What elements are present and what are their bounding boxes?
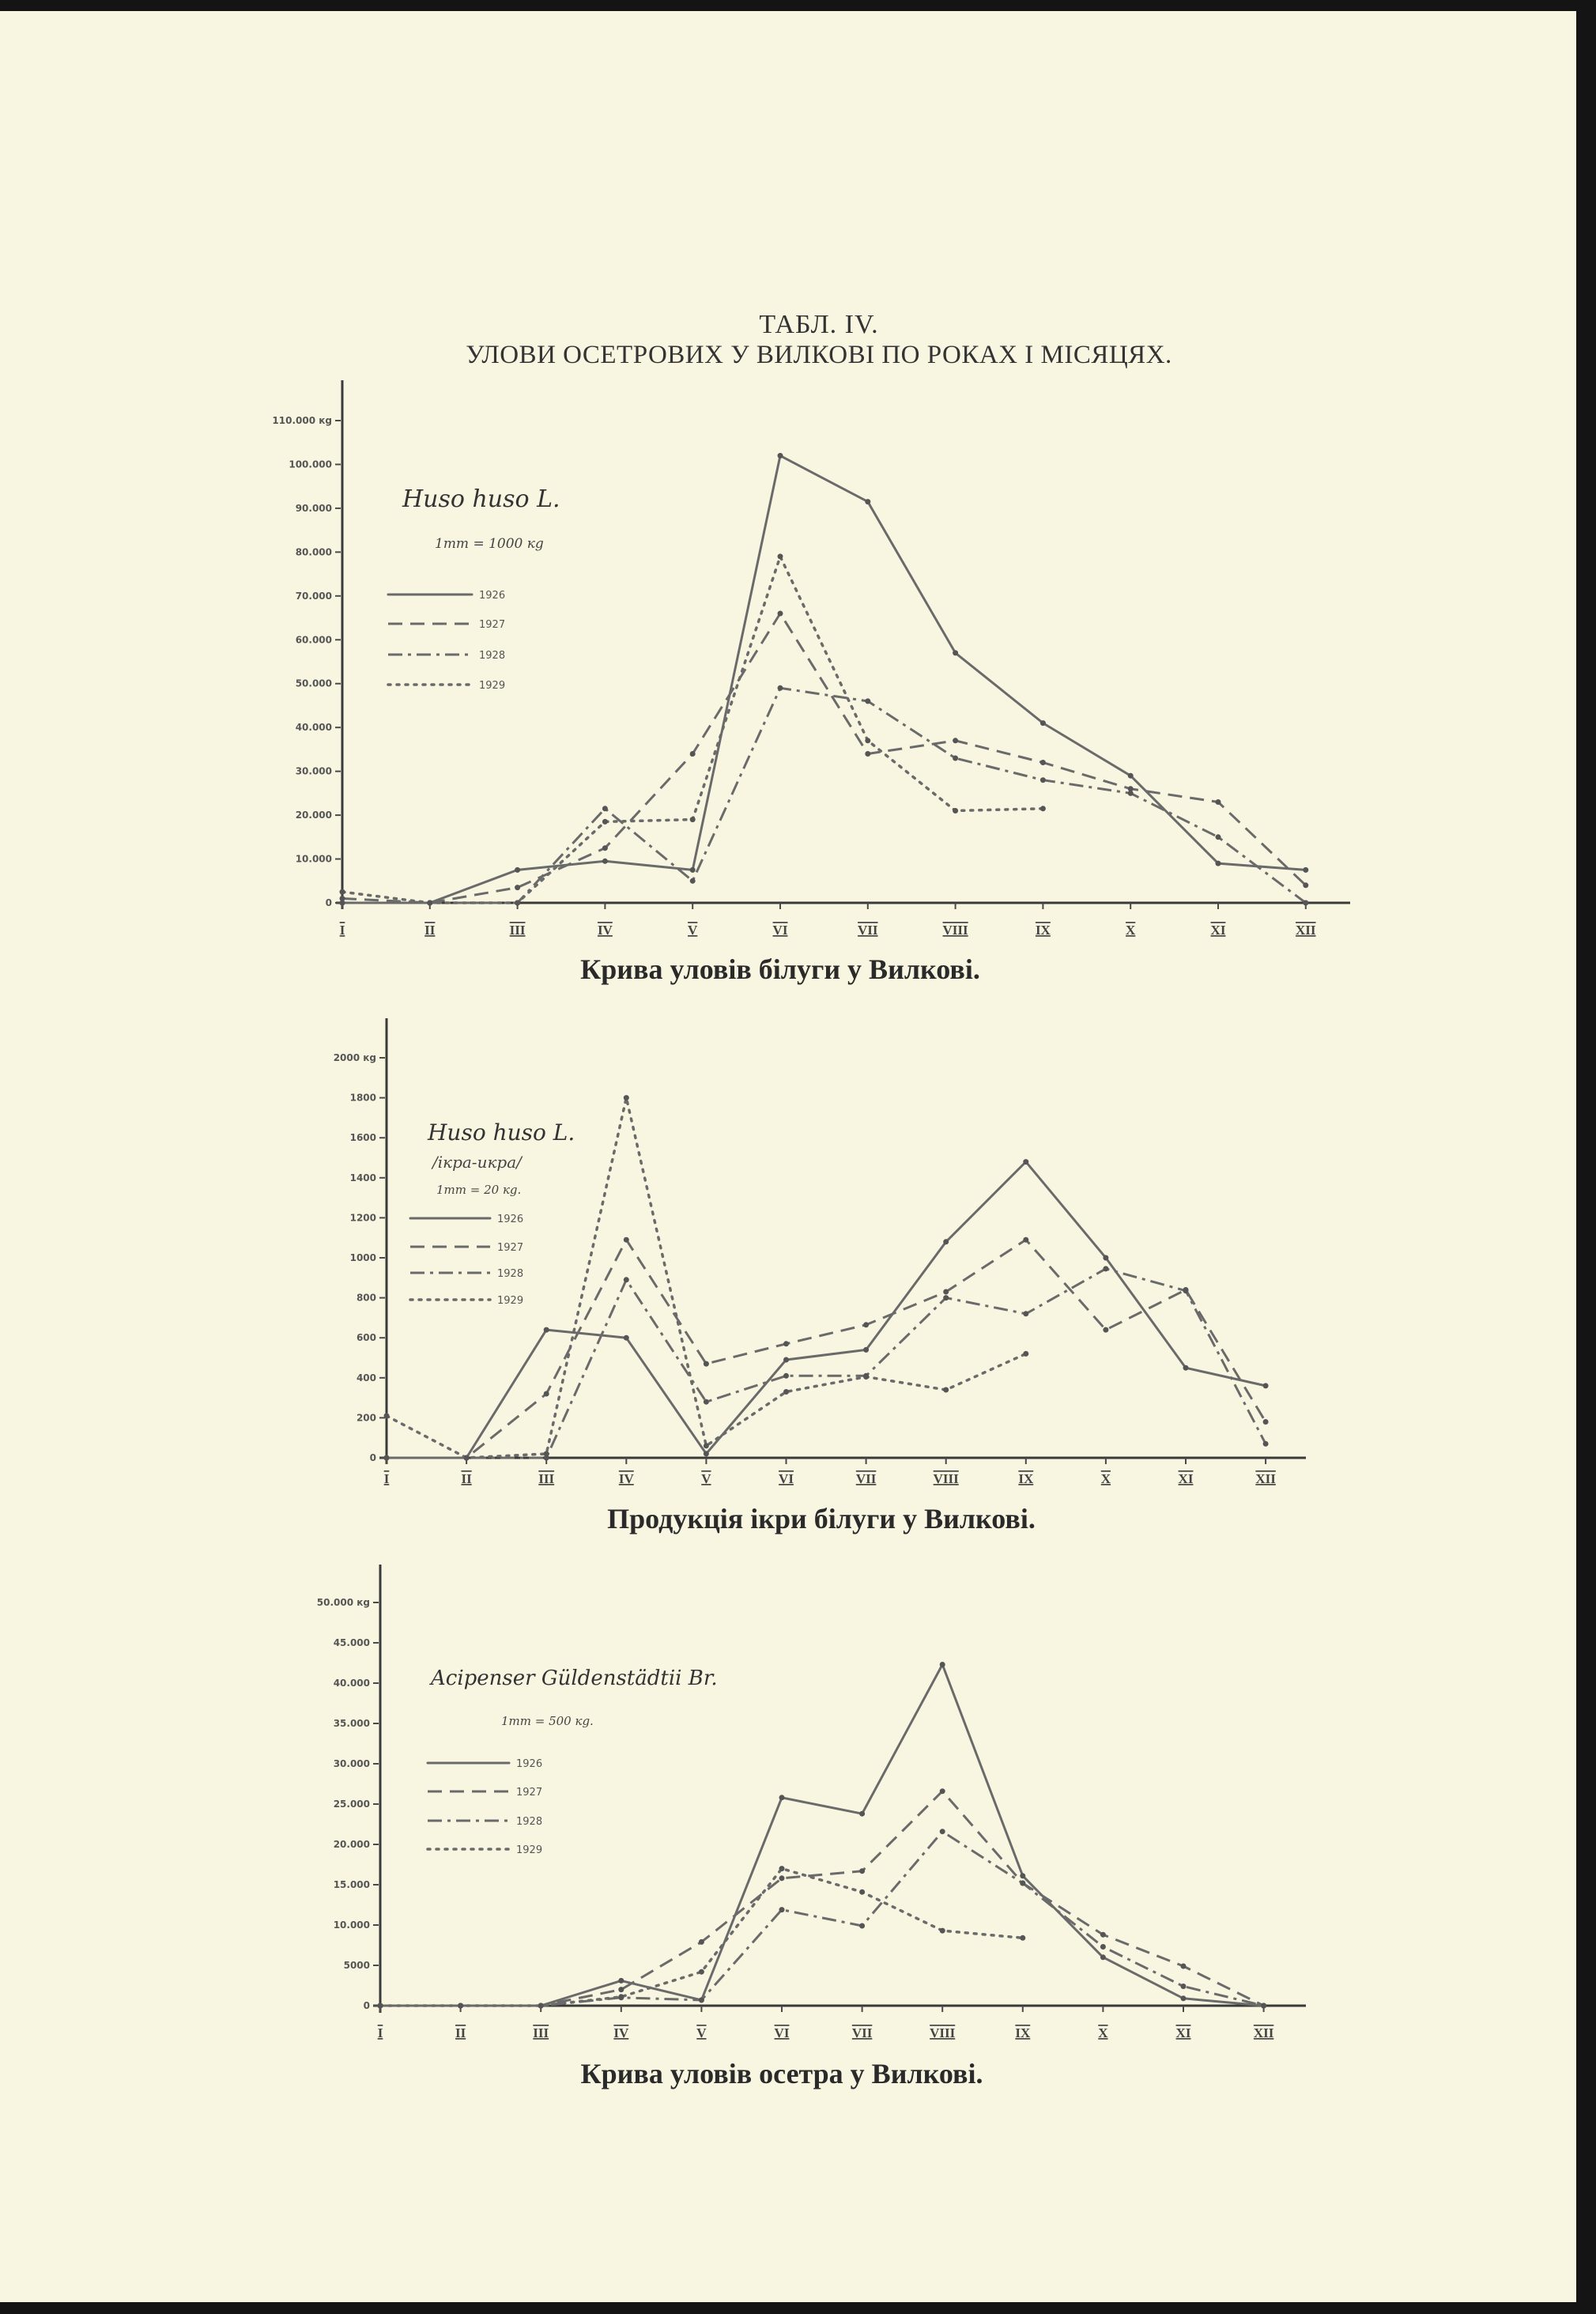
data-point-1926-IV xyxy=(602,859,608,864)
data-point-1927-VIII xyxy=(953,738,958,743)
y-tick-label: 1200 xyxy=(349,1212,376,1224)
data-point-1927-VII xyxy=(863,1322,869,1327)
data-point-1926-VII xyxy=(865,499,870,504)
data-point-1927-X xyxy=(1100,1932,1106,1938)
y-tick-label: 30.000 xyxy=(295,765,332,777)
y-tick-label: 0 xyxy=(369,1452,376,1463)
y-tick-label: 1400 xyxy=(349,1172,376,1183)
x-tick-label: VII xyxy=(851,2025,873,2040)
table-label: ТАБЛ. IV. xyxy=(759,310,879,339)
data-point-1928-X xyxy=(1100,1944,1106,1950)
data-point-1928-XI xyxy=(1216,834,1221,840)
data-point-1928-X xyxy=(1128,791,1134,796)
data-point-1929-V xyxy=(704,1443,709,1448)
data-point-1926-IX xyxy=(1020,1873,1025,1878)
x-tick-label: IX xyxy=(1035,923,1051,938)
scan-edge-top xyxy=(0,0,1596,11)
data-point-1927-IX xyxy=(1040,760,1046,765)
data-point-1929-VII xyxy=(863,1374,869,1380)
data-point-1929-V xyxy=(699,1969,704,1975)
data-point-1927-X xyxy=(1103,1327,1108,1333)
legend-species: Huso huso L. xyxy=(402,485,560,513)
data-point-1926-X xyxy=(1128,773,1134,779)
plot-area xyxy=(334,1018,1306,1486)
series-line-1928 xyxy=(342,688,1306,903)
x-tick-label: IX xyxy=(1018,1471,1034,1486)
data-point-1926-VI xyxy=(778,453,783,459)
y-tick-label: 10.000 xyxy=(295,853,332,865)
series-line-1929 xyxy=(342,557,1043,903)
data-point-1927-III xyxy=(515,885,520,890)
data-point-1928-V xyxy=(704,1399,709,1405)
data-point-1928-VI xyxy=(778,685,783,691)
data-point-1928-XI xyxy=(1181,1984,1187,1989)
data-point-1927-V xyxy=(704,1361,709,1367)
legend-scale: 1mm = 500 кg. xyxy=(501,1714,594,1728)
data-point-1928-XII xyxy=(1303,900,1308,906)
data-point-1928-IX xyxy=(1040,777,1046,783)
legend-label-1928: 1928 xyxy=(516,1816,543,1828)
data-point-1926-VIII xyxy=(953,650,958,655)
x-tick-label: X xyxy=(1098,2025,1108,2040)
legend-label-1927: 1927 xyxy=(479,619,506,631)
data-point-1926-VIII xyxy=(940,1662,945,1667)
data-point-1927-V xyxy=(699,1939,704,1945)
y-tick-label: 100.000 xyxy=(289,459,332,470)
legend-label-1926: 1926 xyxy=(516,1758,543,1770)
data-point-1928-I xyxy=(340,900,345,906)
data-point-1929-VII xyxy=(865,738,870,743)
data-point-1926-X xyxy=(1103,1255,1108,1261)
data-point-1928-VI xyxy=(779,1907,785,1912)
x-tick-label: VII xyxy=(858,923,878,938)
y-tick-label: 5000 xyxy=(343,1960,370,1971)
data-point-1928-IV xyxy=(624,1277,629,1282)
data-point-1929-VIII xyxy=(953,808,958,813)
x-tick-label: VI xyxy=(779,1471,794,1486)
y-tick-label: 45.000 xyxy=(333,1637,370,1648)
data-point-1926-III xyxy=(544,1327,549,1333)
data-point-1926-XII xyxy=(1263,1383,1269,1388)
data-point-1928-VI xyxy=(783,1373,789,1379)
legend xyxy=(388,485,560,692)
y-tick-label: 110.000 кg xyxy=(272,415,332,426)
x-tick-label: IX xyxy=(1015,2025,1031,2040)
data-point-1929-III xyxy=(515,900,520,906)
x-tick-label: XII xyxy=(1255,1471,1276,1486)
y-tick-label: 60.000 xyxy=(295,634,332,646)
legend-scale: 1mm = 20 кg. xyxy=(436,1183,522,1197)
y-tick-label: 400 xyxy=(356,1372,376,1383)
chart-caption-beluga-caviar: Продукція ікри білуги у Вилкові. xyxy=(607,1503,1036,1534)
data-point-1929-II xyxy=(458,2003,463,2009)
legend-label-1929: 1929 xyxy=(479,680,506,692)
x-tick-label: V xyxy=(701,1471,711,1486)
data-point-1926-IV xyxy=(618,1978,624,1984)
data-point-1926-VI xyxy=(783,1357,789,1363)
data-point-1926-VII xyxy=(859,1811,865,1817)
data-point-1926-V xyxy=(704,1451,709,1456)
legend-species: Acipenser Güldenstädtii Br. xyxy=(431,1667,718,1690)
data-point-1929-VII xyxy=(859,1889,865,1895)
data-point-1926-XI xyxy=(1216,861,1221,866)
data-point-1926-III xyxy=(515,867,520,873)
data-point-1929-I xyxy=(384,1413,390,1418)
y-tick-label: 0 xyxy=(325,897,332,908)
data-point-1929-III xyxy=(538,2003,544,2009)
legend-label-1929: 1929 xyxy=(516,1844,543,1856)
x-tick-label: XII xyxy=(1253,2025,1274,2040)
series-line-1929 xyxy=(380,1869,1023,2006)
plot-area xyxy=(317,1565,1306,2040)
data-point-1927-IX xyxy=(1023,1237,1028,1243)
data-point-1928-VIII xyxy=(953,756,958,761)
y-tick-label: 2000 кg xyxy=(333,1052,376,1063)
x-tick-label: VIII xyxy=(930,2025,956,2040)
data-point-1929-IV xyxy=(624,1095,629,1100)
plot-area xyxy=(272,380,1350,938)
data-point-1926-X xyxy=(1100,1954,1106,1960)
data-point-1929-I xyxy=(378,2003,383,2009)
data-point-1929-VI xyxy=(778,553,783,559)
data-point-1928-I xyxy=(384,1455,390,1461)
data-point-1928-VIII xyxy=(940,1829,945,1834)
chart-beluga-catch xyxy=(0,364,1596,949)
data-point-1926-VIII xyxy=(943,1239,949,1244)
data-point-1929-VIII xyxy=(940,1928,945,1934)
x-tick-label: II xyxy=(461,1471,472,1486)
data-point-1929-V xyxy=(690,817,696,822)
y-tick-label: 80.000 xyxy=(295,546,332,558)
data-point-1926-VI xyxy=(779,1795,785,1800)
data-point-1929-VIII xyxy=(943,1387,949,1393)
legend xyxy=(428,1667,718,1856)
y-tick-label: 1800 xyxy=(349,1092,376,1104)
data-point-1928-XI xyxy=(1183,1288,1189,1293)
legend-label-1926: 1926 xyxy=(479,590,506,602)
data-point-1928-XII xyxy=(1263,1441,1269,1447)
data-point-1926-IV xyxy=(624,1335,629,1341)
data-point-1929-VI xyxy=(779,1866,785,1871)
data-point-1929-VI xyxy=(783,1389,789,1395)
x-tick-label: XI xyxy=(1210,923,1226,938)
x-tick-label: VIII xyxy=(933,1471,959,1486)
data-point-1928-VIII xyxy=(943,1295,949,1300)
data-point-1929-I xyxy=(340,889,345,895)
x-tick-label: III xyxy=(538,1471,555,1486)
x-tick-label: VIII xyxy=(942,923,968,938)
data-point-1929-IX xyxy=(1020,1935,1025,1941)
x-tick-label: I xyxy=(339,923,345,938)
legend-label-1927: 1927 xyxy=(497,1242,524,1254)
y-tick-label: 30.000 xyxy=(333,1758,370,1769)
legend-label-1927: 1927 xyxy=(516,1787,543,1799)
data-point-1928-X xyxy=(1103,1266,1108,1271)
y-tick-label: 70.000 xyxy=(295,590,332,602)
data-point-1926-IX xyxy=(1023,1159,1028,1165)
data-point-1929-IX xyxy=(1023,1351,1028,1357)
y-tick-label: 50.000 xyxy=(295,678,332,689)
x-tick-label: I xyxy=(383,1471,390,1486)
series-line-1927 xyxy=(380,1791,1264,2006)
y-tick-label: 1600 xyxy=(349,1132,376,1144)
y-tick-label: 800 xyxy=(356,1292,376,1304)
data-point-1928-VII xyxy=(865,698,870,704)
data-point-1926-XI xyxy=(1181,1995,1187,2001)
y-tick-label: 25.000 xyxy=(333,1799,370,1810)
y-tick-label: 200 xyxy=(356,1412,376,1424)
x-tick-label: II xyxy=(455,2025,466,2040)
data-point-1926-XII xyxy=(1303,867,1308,873)
x-tick-label: VI xyxy=(774,2025,790,2040)
data-point-1928-IV xyxy=(602,806,608,811)
legend-label-1928: 1928 xyxy=(497,1268,524,1280)
x-tick-label: IV xyxy=(613,2025,629,2040)
data-point-1927-IV xyxy=(624,1237,629,1243)
data-point-1928-IX xyxy=(1020,1881,1025,1886)
y-tick-label: 15.000 xyxy=(333,1879,370,1890)
data-point-1927-XII xyxy=(1303,882,1308,888)
x-tick-label: III xyxy=(509,923,526,938)
chart-sturgeon-catch xyxy=(0,1550,1596,2055)
data-point-1929-III xyxy=(544,1451,549,1456)
data-point-1927-VI xyxy=(779,1875,785,1881)
scan-edge-bottom xyxy=(0,2302,1596,2314)
data-point-1927-XI xyxy=(1181,1964,1187,1969)
data-point-1927-V xyxy=(690,751,696,757)
data-point-1927-XII xyxy=(1263,1419,1269,1425)
x-tick-label: V xyxy=(688,923,698,938)
chart-beluga-caviar xyxy=(0,1004,1596,1494)
legend-label-1926: 1926 xyxy=(497,1214,524,1225)
data-point-1928-V xyxy=(690,878,696,884)
data-point-1929-IV xyxy=(618,1994,624,1999)
data-point-1927-IV xyxy=(602,845,608,851)
legend-scale: 1mm = 1000 кg xyxy=(435,536,544,552)
x-tick-label: VII xyxy=(855,1471,877,1486)
data-point-1926-XI xyxy=(1183,1365,1189,1371)
data-point-1928-V xyxy=(699,1997,704,2003)
data-point-1929-IX xyxy=(1040,806,1046,811)
x-tick-label: IV xyxy=(597,923,613,938)
x-tick-label: XII xyxy=(1296,923,1316,938)
data-point-1927-III xyxy=(544,1391,549,1397)
data-point-1926-IX xyxy=(1040,720,1046,726)
data-point-1929-II xyxy=(427,900,432,906)
y-tick-label: 40.000 xyxy=(295,722,332,734)
x-tick-label: VI xyxy=(772,923,788,938)
data-point-1927-VI xyxy=(778,611,783,617)
page-title: УЛОВИ ОСЕТРОВИХ У ВИЛКОВІ ПО РОКАХ І МІСЯЦЯХ. xyxy=(466,341,1172,369)
y-tick-label: 20.000 xyxy=(333,1839,370,1850)
x-tick-label: V xyxy=(696,2025,707,2040)
series-line-1928 xyxy=(380,1832,1264,2006)
data-point-1927-IV xyxy=(618,1987,624,1992)
y-tick-label: 10.000 xyxy=(333,1920,370,1931)
legend-species: Huso huso L. xyxy=(428,1119,575,1146)
x-tick-label: X xyxy=(1100,1471,1111,1486)
data-point-1927-VII xyxy=(865,751,870,757)
chart-caption-beluga-catch: Крива уловів білуги у Вилкові. xyxy=(580,953,980,985)
y-tick-label: 50.000 кg xyxy=(316,1597,370,1608)
legend-note: /ікра-икра/ xyxy=(432,1153,522,1172)
data-point-1927-VIII xyxy=(940,1788,945,1794)
x-tick-label: III xyxy=(533,2025,549,2040)
data-point-1928-IX xyxy=(1023,1311,1028,1316)
x-tick-label: II xyxy=(424,923,436,938)
legend-label-1929: 1929 xyxy=(497,1295,524,1307)
data-point-1927-VII xyxy=(859,1868,865,1874)
legend-label-1928: 1928 xyxy=(479,650,506,662)
legend xyxy=(410,1119,575,1307)
x-tick-label: XI xyxy=(1175,2025,1191,2040)
data-point-1926-V xyxy=(690,867,696,873)
x-tick-label: I xyxy=(377,2025,383,2040)
y-tick-label: 600 xyxy=(356,1332,376,1344)
data-point-1929-II xyxy=(464,1455,470,1461)
data-point-1926-VII xyxy=(863,1347,869,1353)
x-tick-label: X xyxy=(1126,923,1136,938)
data-point-1928-VII xyxy=(859,1923,865,1929)
chart-caption-sturgeon-catch: Крива уловів осетра у Вилкові. xyxy=(580,2058,983,2089)
y-tick-label: 35.000 xyxy=(333,1718,370,1729)
data-point-1927-VIII xyxy=(943,1289,949,1295)
y-tick-label: 40.000 xyxy=(333,1678,370,1689)
y-tick-label: 0 xyxy=(363,2000,370,2011)
data-point-1927-VI xyxy=(783,1341,789,1346)
series-line-1926 xyxy=(387,1162,1266,1458)
data-point-1929-IV xyxy=(602,819,608,825)
data-point-1927-XI xyxy=(1216,799,1221,805)
x-tick-label: IV xyxy=(618,1471,634,1486)
y-tick-label: 90.000 xyxy=(295,502,332,514)
y-tick-label: 20.000 xyxy=(295,810,332,821)
x-tick-label: XI xyxy=(1178,1471,1194,1486)
data-point-1928-XII xyxy=(1261,2003,1266,2009)
y-tick-label: 1000 xyxy=(349,1252,376,1263)
